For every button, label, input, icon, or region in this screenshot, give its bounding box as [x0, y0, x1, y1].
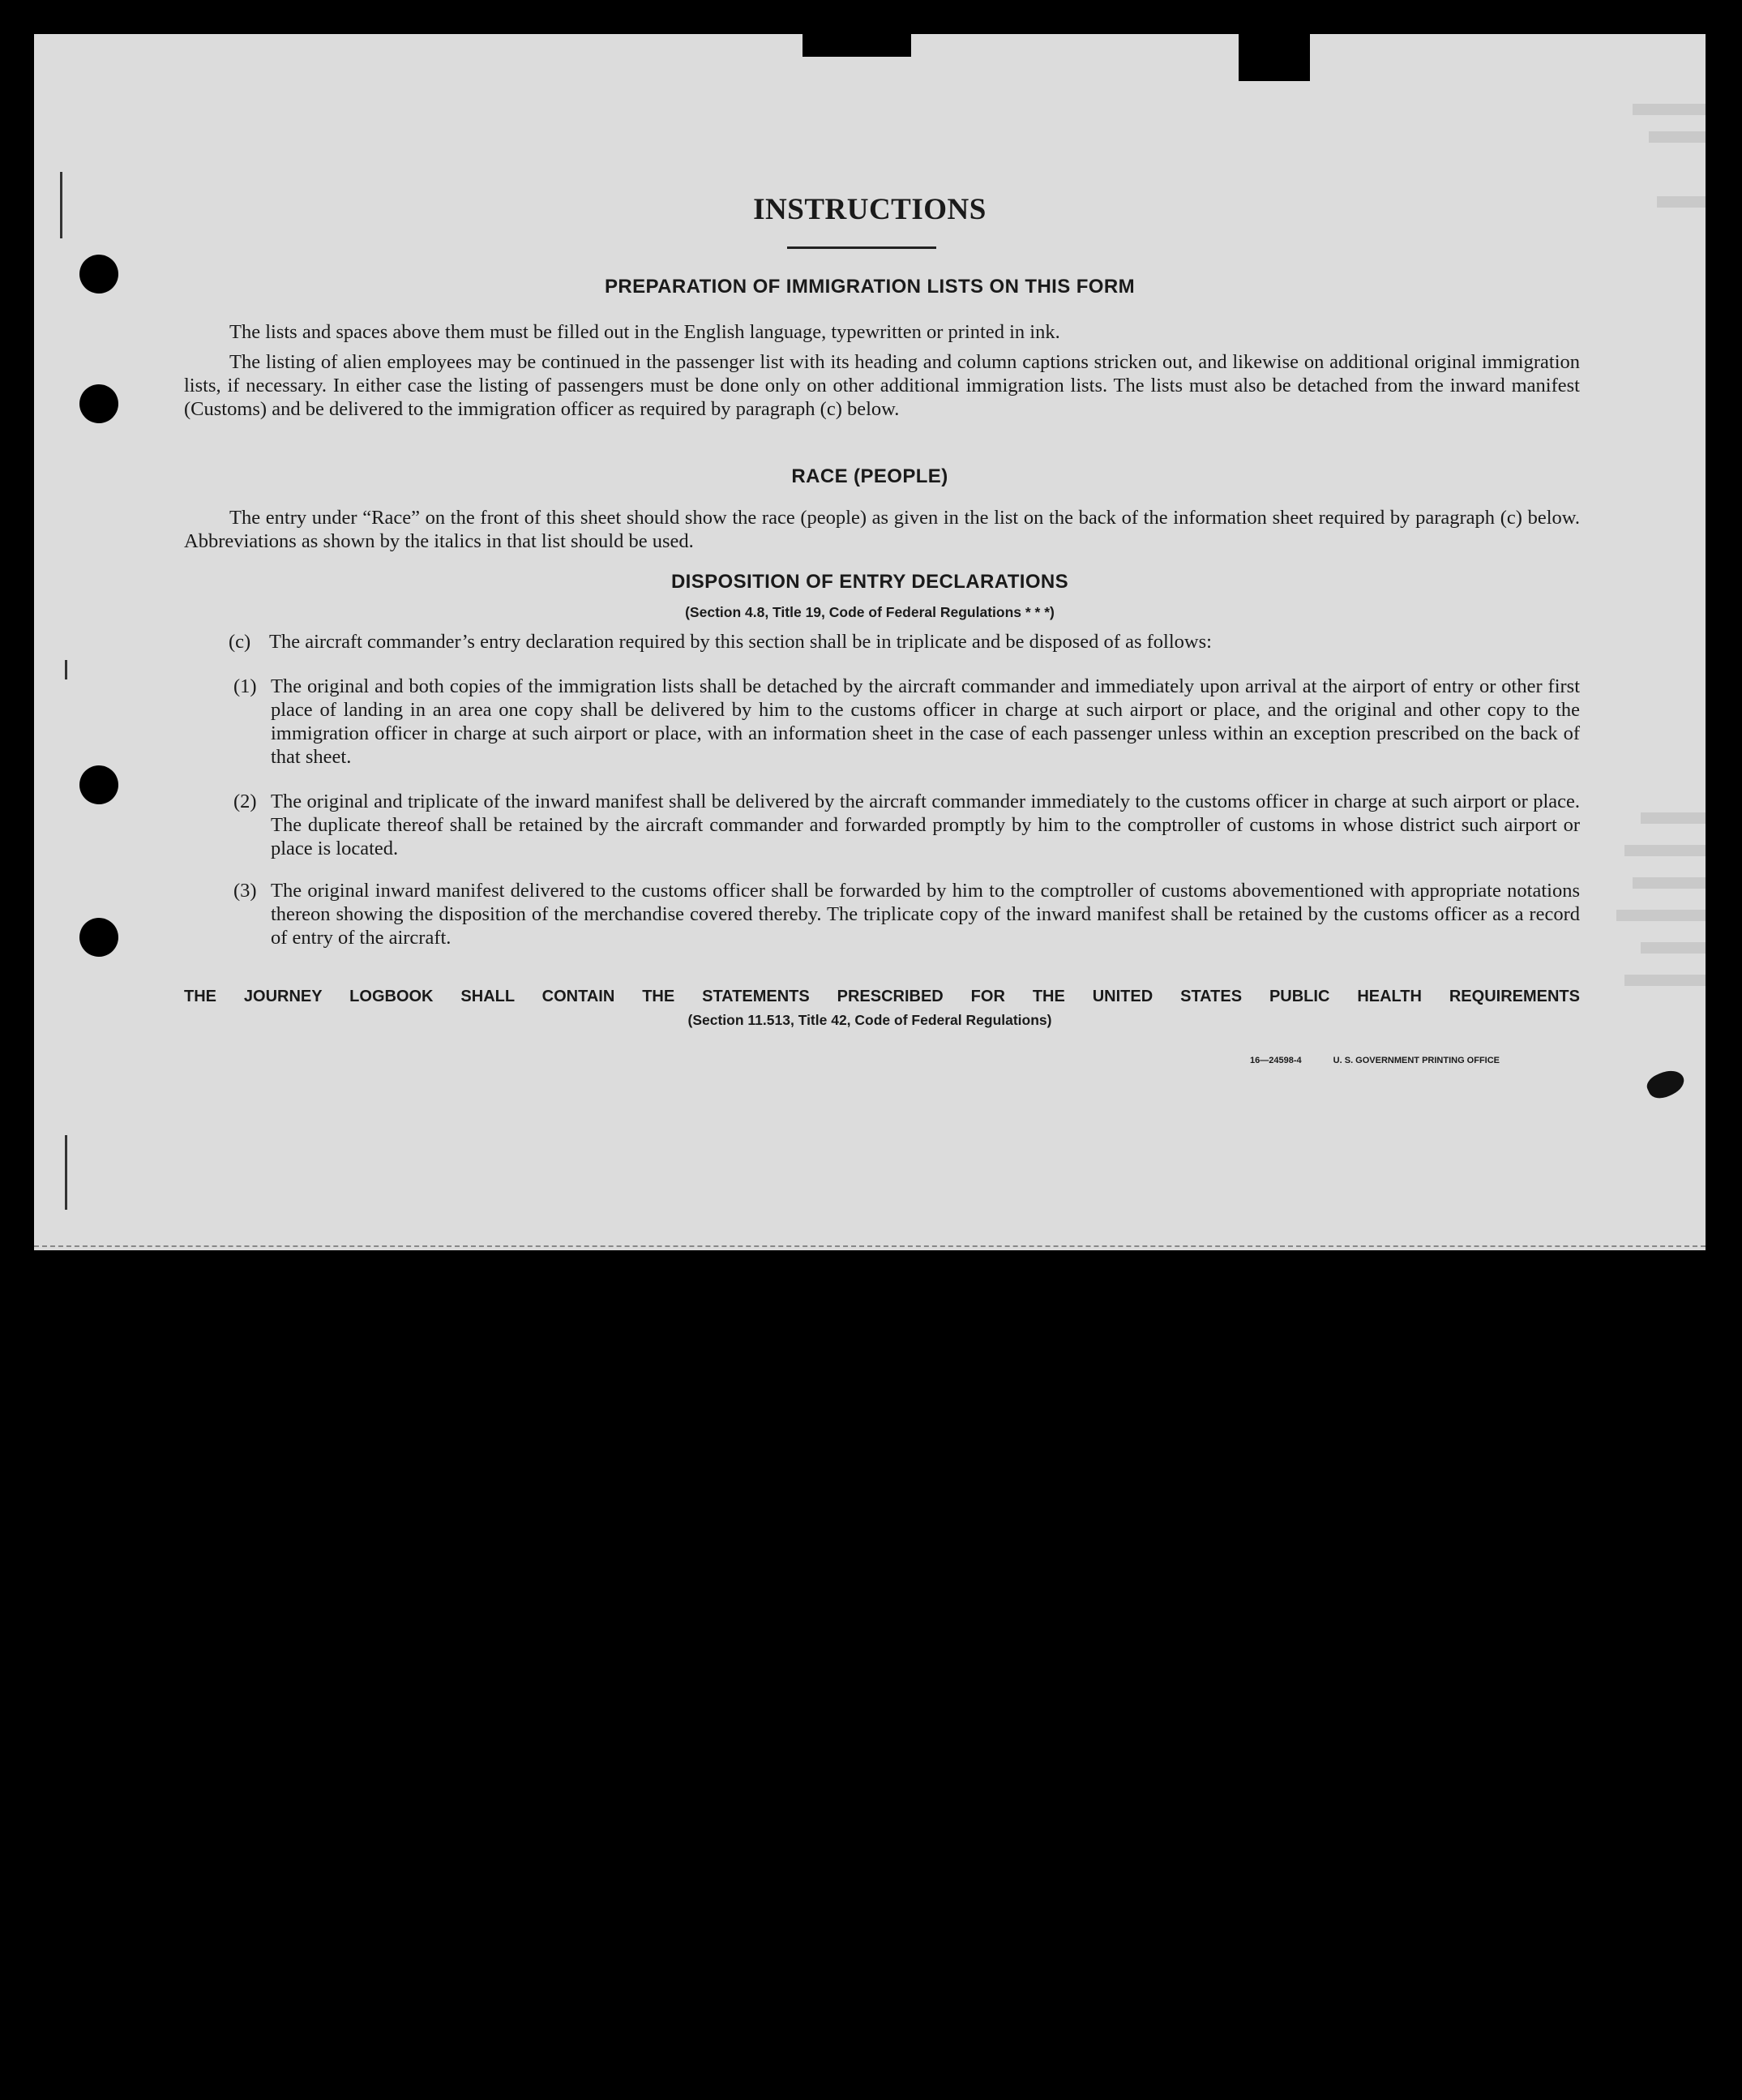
list-item	[233, 675, 1580, 769]
margin-mark	[65, 660, 67, 679]
race-paragraph: The entry under “Race” on the front of this sheet should show the race (people) as given in the list on the back of the information sheet required by paragraph (c) below. Abbreviations as shown by the italics in that list should be used.	[184, 507, 1580, 552]
bleed-through-mark	[1616, 910, 1706, 921]
heading-race: RACE (PEOPLE)	[791, 465, 948, 487]
bleed-through-mark	[1633, 877, 1706, 889]
printer-name: U. S. GOVERNMENT PRINTING OFFICE	[1333, 1056, 1500, 1065]
top-notch-right	[1239, 34, 1310, 81]
form-number: 16—24598-4	[1250, 1056, 1302, 1065]
item-number: (2)	[233, 791, 257, 812]
bottom-edge	[34, 1245, 1706, 1247]
bleed-through-mark	[1624, 845, 1706, 856]
footer-statement: THE JOURNEY LOGBOOK SHALL CONTAIN THE STATEMENTS PRESCRIBED FOR THE UNITED STATES PUBLIC HEALTH REQUIREMENTS	[184, 988, 1580, 1005]
preparation-paragraph-1: The lists and spaces above them must be filled out in the English language, typewritten or printed in ink.	[229, 321, 1060, 343]
intro-marker: (c)	[229, 631, 251, 653]
bleed-through-mark	[1641, 812, 1706, 824]
intro-text: The aircraft commander’s entry declaration required by this section shall be in triplicate and be disposed of as follows:	[269, 631, 1212, 653]
heading-disposition: DISPOSITION OF ENTRY DECLARATIONS	[670, 571, 1069, 593]
margin-mark	[65, 1135, 67, 1210]
heading-preparation: PREPARATION OF IMMIGRATION LISTS ON THIS FORM	[605, 276, 1135, 298]
item-number: (3)	[233, 880, 257, 902]
top-notch-left	[803, 34, 911, 57]
item-text: The original inward manifest delivered to the customs officer shall be forwarded by him to the comptroller of customs abovementioned with appropriate notations thereon showing the disposition of the merchandise covered thereby. The triplicate copy of the inward manifest shall be retained by the customs officer as a record of entry of the aircraft.	[271, 880, 1580, 949]
bleed-through-mark	[1633, 104, 1706, 115]
print-code	[1250, 1056, 1529, 1065]
page-title: INSTRUCTIONS	[753, 193, 987, 226]
disposition-subheading: (Section 4.8, Title 19, Code of Federal Regulations * * *)	[685, 604, 1055, 620]
item-number: (1)	[233, 675, 257, 697]
preparation-paragraph-2: The listing of alien employees may be continued in the passenger list with its heading and column captions stricken out, and likewise on additional original immigration lists, if necessary. In either case the listing of passengers must be done only on other additional immigration lists. The lists must also be detached from the inward manifest (Customs) and be delivered to the immigration officer as required by paragraph (c) below.	[184, 351, 1580, 420]
document-page	[34, 34, 1706, 1250]
footer-citation: (Section 11.513, Title 42, Code of Federal Regulations)	[687, 1012, 1052, 1028]
punch-hole	[79, 384, 118, 423]
disposition-intro	[229, 630, 1580, 654]
title-underline	[787, 246, 936, 249]
punch-hole	[79, 765, 118, 804]
punch-hole	[79, 918, 118, 957]
item-text: The original and both copies of the immigration lists shall be detached by the aircraft commander and immediately upon arrival at the airport of entry or other first place of landing in an area one copy shall be delivered by him to the customs officer in charge at such airport or place, and the original and other copy to the immigration officer in charge at such airport or place, with an information sheet in the case of each passenger unless within an exception prescribed on the back of that sheet.	[271, 675, 1580, 768]
ink-smudge	[1644, 1065, 1688, 1104]
bleed-through-mark	[1649, 131, 1706, 143]
item-text: The original and triplicate of the inward manifest shall be delivered by the aircraft commander immediately to the customs officer in charge at such airport or place. The duplicate thereof shall be retained by the aircraft commander and forwarded promptly by him to the comptroller of customs in whose district such airport or place is located.	[271, 791, 1580, 859]
bleed-through-mark	[1624, 975, 1706, 986]
bleed-through-mark	[1641, 942, 1706, 954]
list-item	[233, 790, 1580, 860]
list-item	[233, 879, 1580, 949]
